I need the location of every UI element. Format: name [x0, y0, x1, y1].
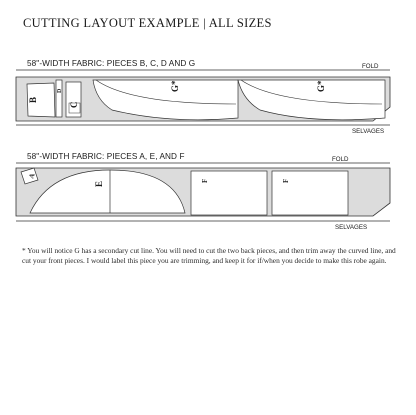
- layout-2-selvage-label: SELVAGES: [335, 224, 368, 231]
- piece-g-2-label: G*: [316, 80, 326, 92]
- footnote: * You will notice G has a secondary cut line. You will need to cut the two back pieces, and then trim away the curved line, and cut your front pieces. I would label this piece you are trimming, and keep it for if/when you decide to make this robe again.: [22, 246, 396, 266]
- page-title: CUTTING LAYOUT EXAMPLE | ALL SIZES: [23, 16, 272, 30]
- piece-c: [66, 82, 81, 117]
- piece-d-label: D: [57, 88, 63, 93]
- piece-e-label: E: [94, 180, 104, 187]
- piece-f-2: [272, 171, 348, 215]
- piece-a-label: A: [27, 172, 37, 180]
- piece-f-1: [191, 171, 267, 215]
- layout-1-diagram: [16, 70, 390, 125]
- layout-2-heading: 58"-WIDTH FABRIC: PIECES A, E, AND F: [27, 152, 185, 161]
- layout-1-heading: 58"-WIDTH FABRIC: PIECES B, C, D AND G: [27, 59, 196, 68]
- layout-1-fold-label: FOLD: [362, 63, 379, 70]
- layout-1-selvage-label: SELVAGES: [352, 128, 385, 135]
- piece-c-label: C: [69, 101, 79, 108]
- layout-2-diagram: [16, 163, 390, 221]
- layout-2-fold-label: FOLD: [332, 156, 349, 163]
- piece-g-1-label: G*: [170, 80, 180, 92]
- piece-d: [56, 80, 62, 117]
- piece-b-label: B: [28, 96, 38, 103]
- piece-f-1-label: F: [201, 178, 209, 183]
- piece-f-2-label: F: [282, 178, 290, 183]
